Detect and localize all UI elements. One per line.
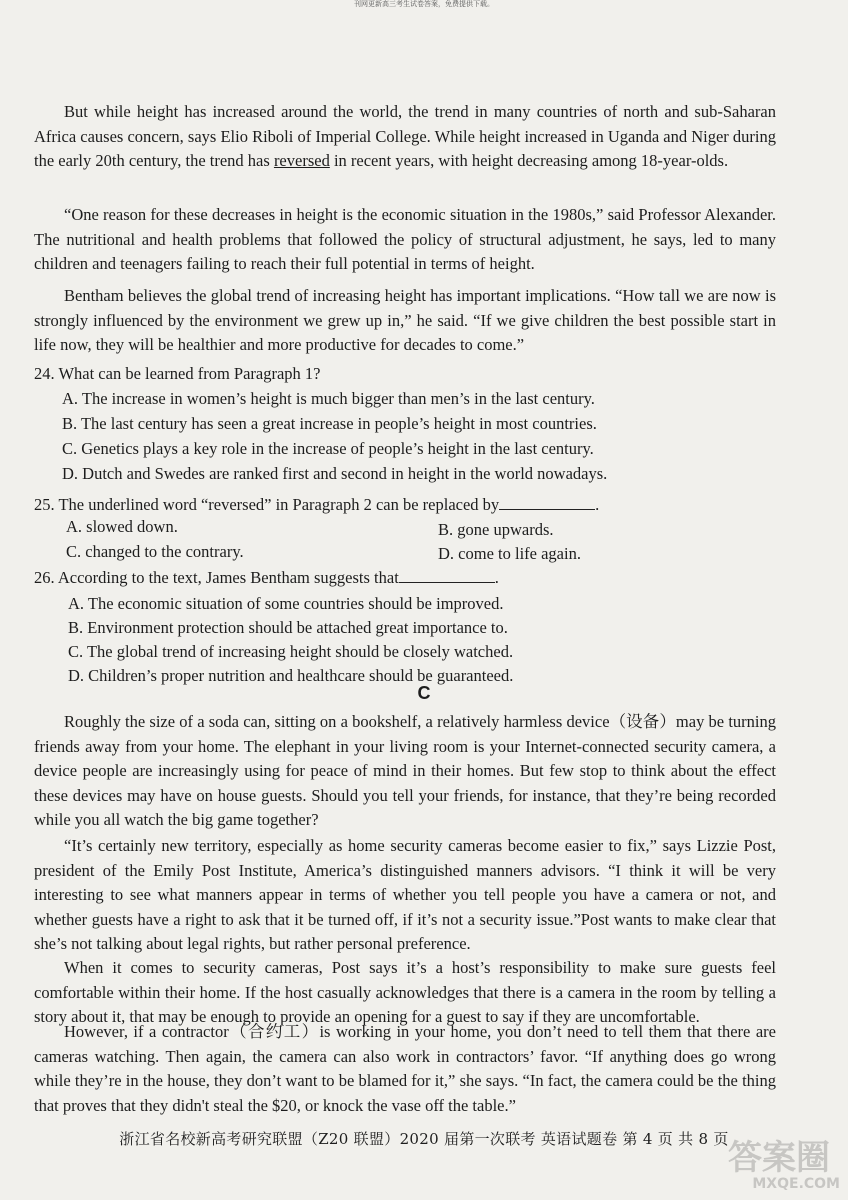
- passage-paragraph-1: [34, 100, 776, 174]
- section-c-paragraph-4: However, if a contractor（合约工）is working in your home, you don’t need to tell them that there are cameras watching. Then again, the camera can also work in contractors’ favor. “If anything does go wrong while they’re in the house, they don’t want to be blamed for it,” she says. “In fact, the camera could be the thing that proves that they didn't steal the $20, or knock the vase off the table.”: [34, 1022, 776, 1115]
- question-25-stem: 25. The underlined word “reversed” in Paragraph 2 can be replaced by .: [34, 495, 600, 514]
- watermark-stamp: [690, 1130, 840, 1192]
- question-24-option-d: D. Dutch and Swedes are ranked first and second in height in the world nowadays.: [62, 464, 608, 483]
- page-footer: 浙江省名校新高考研究联盟（Z20 联盟）2020 届第一次联考 英语试题卷 第 4 页 共 8 页: [119, 1130, 729, 1148]
- question-25-option-c: C. changed to the contrary.: [66, 542, 244, 561]
- answer-blank: [499, 495, 595, 510]
- stamp-text: 答案圈: [728, 1138, 830, 1178]
- question-24-option-a: A. The increase in women’s height is much bigger than men’s in the last century.: [62, 389, 595, 408]
- top-note: 刊网更新高三考生试卷答案，免费提供下载。: [354, 0, 494, 8]
- question-26-option-b: B. Environment protection should be attached great importance to.: [68, 618, 508, 637]
- question-25-option-a: A. slowed down.: [66, 517, 178, 536]
- passage-paragraph-2: “One reason for these decreases in height is the economic situation in the 1980s,” said Professor Alexander. The nutritional and health problems that followed the policy of structural adjustment, he says, led to many children and teenagers failing to reach their full potential in terms of height.: [34, 205, 776, 273]
- paragraph-text: But while height has increased around the world, the trend in many countries of north and sub-Saharan Africa causes concern, says Elio Riboli of Imperial College. While height increased in Uganda and Niger during the early 20th century, the trend has: [34, 102, 776, 170]
- paragraph-text: in recent years, with height decreasing among 18-year-olds.: [329, 151, 729, 170]
- question-24-stem: 24. What can be learned from Paragraph 1?: [34, 364, 321, 383]
- question-26-option-a: A. The economic situation of some countries should be improved.: [68, 594, 504, 613]
- question-26-text: 26. According to the text, James Bentham suggests that: [34, 568, 399, 587]
- section-c-paragraph-3: When it comes to security cameras, Post says it’s a host’s responsibility to make sure guests feel comfortable within their home. If the host casually acknowledges that there is a camera in the room by telling a story about it, that may be enough to provide an opening for a guest to say if they are uncomfortable.: [34, 958, 776, 1026]
- section-c-paragraph-1: Roughly the size of a soda can, sitting on a bookshelf, a relatively harmless device（设备）may be turning friends away from your home. The elephant in your living room is your Internet-connected security camera, a device people are increasingly using for peace of mind in their homes. But few stop to think about the effect these devices may have on house guests. Should you tell your friends, for instance, that they’re being recorded while you all watch the big game together?: [34, 712, 776, 829]
- question-24-option-c: C. Genetics plays a key role in the increase of people’s height in the last century.: [62, 439, 594, 458]
- section-c-heading: C: [417, 683, 431, 703]
- question-24-option-b: B. The last century has seen a great increase in people’s height in most countries.: [62, 414, 597, 433]
- question-26-stem: 26. According to the text, James Bentham suggests that .: [34, 568, 499, 587]
- section-c-paragraph-2: “It’s certainly new territory, especially as home security cameras become easier to fix,” says Lizzie Post, president of the Emily Post Institute, America’s distinguished manners advisors. “I think it will be very interesting to see what manners appear in terms of whether you tell people you have a camera or not, and whether guests have a right to ask that it be turned off, if it’s not a security issue.”Post wants to make clear that she’s not talking about legal rights, but rather personal preference.: [34, 836, 776, 953]
- question-25-option-d: D. come to life again.: [438, 544, 581, 563]
- underlined-word: reversed: [273, 151, 330, 170]
- passage-paragraph-3: Bentham believes the global trend of increasing height has important implications. “How tall we are now is strongly influenced by the environment we grew up in,” he said. “If we give children the best possible start in life now, they will be healthier and more productive for decades to come.”: [34, 286, 776, 354]
- stamp-url: MXQE.COM: [752, 1176, 840, 1192]
- question-26-option-c: C. The global trend of increasing height should be closely watched.: [68, 642, 514, 661]
- question-25-text: 25. The underlined word “reversed” in Paragraph 2 can be replaced by: [34, 495, 500, 514]
- question-25-option-b: B. gone upwards.: [438, 520, 554, 539]
- answer-blank: [399, 568, 495, 583]
- question-26-option-d: D. Children’s proper nutrition and healthcare should be guaranteed.: [68, 666, 514, 685]
